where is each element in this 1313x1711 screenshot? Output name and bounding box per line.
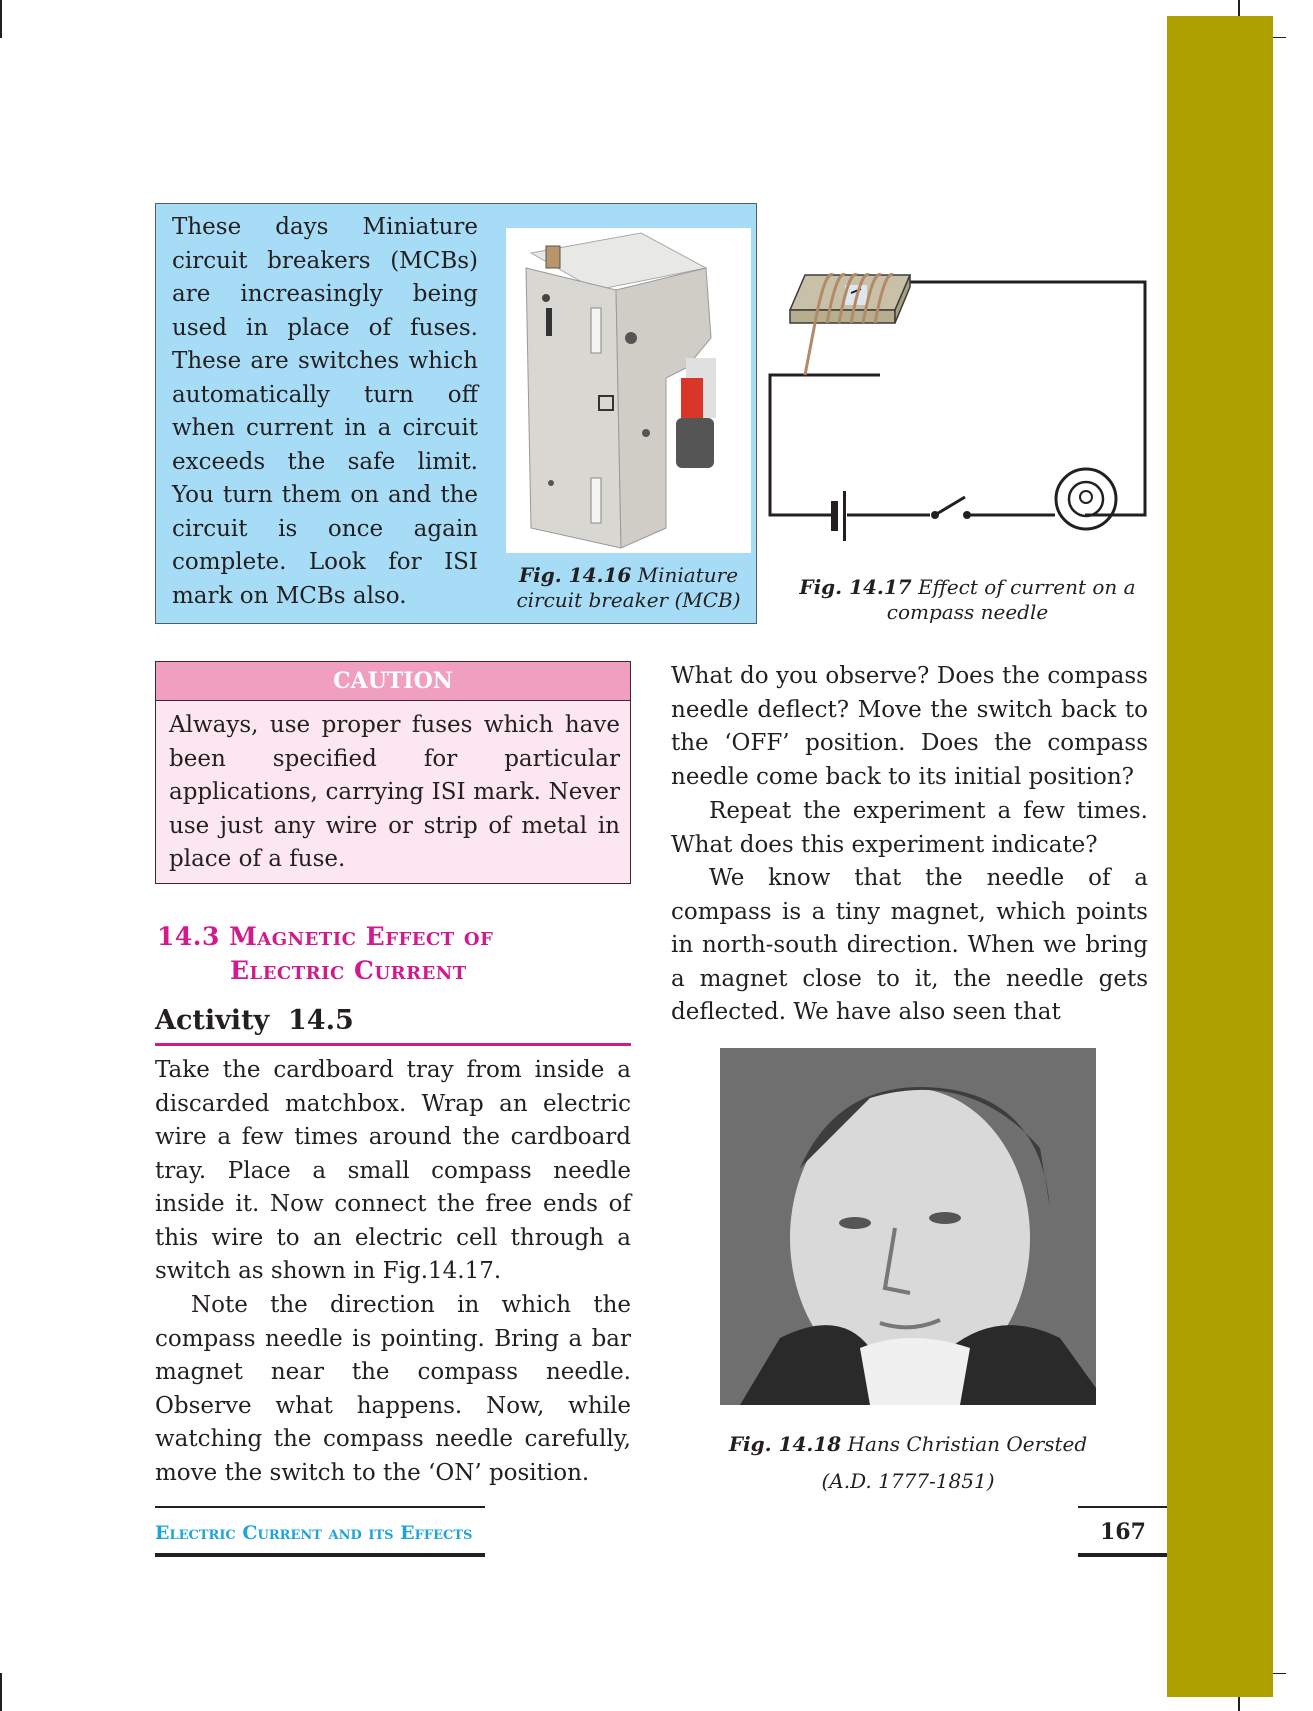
caution-box <box>155 661 631 884</box>
caution-text: Always, use proper fuses which have been specified for particular applications, carrying ISI mark. Never use just any wire or strip of metal in place of a fuse. <box>169 712 620 872</box>
right-para-1: What do you observe? Does the compass needle deflect? Move the switch back to the ‘OFF’ position. Does the compass needle come back to its initial position? <box>671 663 1148 790</box>
fig-14-18-caption-line1: Hans Christian Oersted <box>847 1432 1088 1456</box>
portrait-illustration <box>720 1048 1096 1405</box>
cell-positive-plate <box>843 491 846 541</box>
section-heading <box>157 920 627 988</box>
mcb-illustration <box>506 228 751 553</box>
right-para-2: Repeat the experiment a few times. What does this experiment indicate? <box>671 798 1148 858</box>
bulb-icon <box>1056 469 1116 529</box>
activity-title: Activity 14.5 <box>155 1005 354 1036</box>
footer-rule-bottom <box>155 1553 485 1557</box>
activity-rule <box>155 1043 631 1046</box>
fig-14-18-caption-line2: (A.D. 1777-1851) <box>821 1469 995 1493</box>
mcb-photo <box>506 228 751 553</box>
running-title: Electric Current and its Effects <box>155 1522 473 1544</box>
cell-negative-plate <box>831 501 838 531</box>
circuit-diagram <box>765 265 1160 545</box>
mcb-info-text: These days Miniature circuit breakers (MCBs) are increasingly being used in place of fuses. These are switches which automatically turn off when current in a circuit exceeds the safe limit. You turn them on and the circuit is once again complete. Look for ISI mark on MCBs also. <box>172 214 478 609</box>
activity-para-1: Take the cardboard tray from inside a discarded matchbox. Wrap an electric wire a few times around the cardboard tray. Place a small compass needle inside it. Now connect the free ends of this wire to an electric cell through a switch as shown in Fig.14.17. <box>155 1057 631 1284</box>
fig-14-17-caption-line1: Effect of current on a <box>918 575 1136 599</box>
circuit-figure <box>765 265 1160 545</box>
fig-14-16-label: Fig. 14.16 <box>518 563 632 587</box>
right-para-3: We know that the needle of a compass is a tiny magnet, which points in north-south direction. When we bring a magnet close to it, the needle gets deflected. We have also seen that <box>671 865 1148 1025</box>
page-number-rule-top <box>1078 1506 1167 1508</box>
fig-14-16-caption-line2: circuit breaker (MCB) <box>516 588 741 612</box>
crop-mark <box>0 1673 2 1711</box>
fig-14-16-caption-line1: Miniature <box>637 563 739 587</box>
fig-14-16-caption <box>506 563 751 613</box>
section-number: 14.3 <box>157 922 220 951</box>
section-title-line2: Electric Current <box>230 956 467 985</box>
page-number: 167 <box>1100 1519 1146 1545</box>
footer-rule-top <box>155 1506 485 1508</box>
caution-title: CAUTION <box>156 662 630 701</box>
section-title-line1: Magnetic Effect of <box>229 922 494 951</box>
fig-14-17-caption <box>780 575 1155 625</box>
fig-14-18-caption <box>720 1426 1096 1500</box>
activity-para-2: Note the direction in which the compass needle is pointing. Bring a bar magnet near the compass needle. Observe what happens. Now, while watching the compass needle carefully, move the switch to the ‘ON’ position. <box>155 1292 631 1486</box>
page-number-rule-bottom <box>1078 1553 1167 1557</box>
crop-mark <box>0 0 2 38</box>
fig-14-17-label: Fig. 14.17 <box>799 575 912 599</box>
oersted-portrait <box>720 1048 1096 1405</box>
fig-14-17-caption-line2: compass needle <box>886 600 1049 624</box>
fig-14-18-label: Fig. 14.18 <box>728 1432 842 1456</box>
chapter-side-bar <box>1167 16 1273 1697</box>
